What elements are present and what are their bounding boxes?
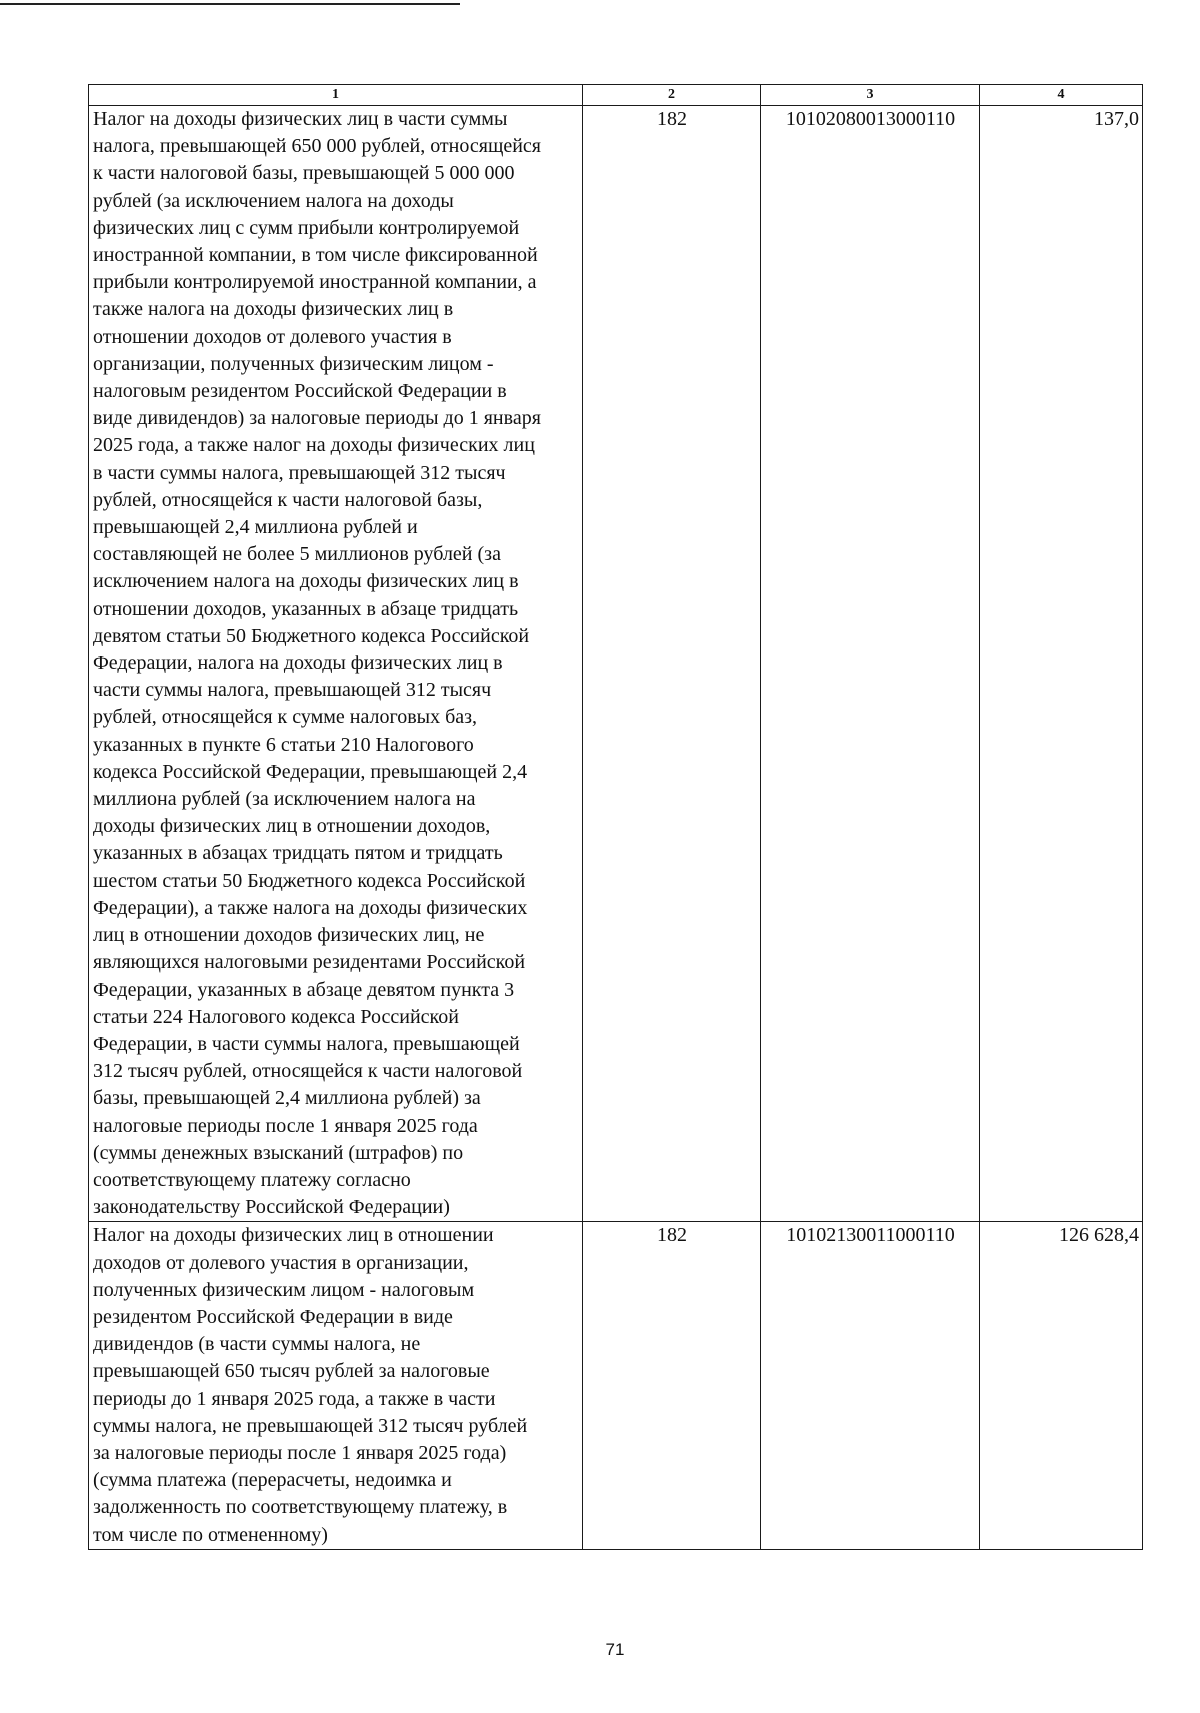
description-line: составляющей не более 5 миллионов рублей (за [93,543,501,566]
description-line: (суммы денежных взысканий (штрафов) по [93,1141,464,1164]
description-line: физических лиц с сумм прибыли контролируемой [93,216,520,239]
description-line: отношении доходов от долевого участия в [93,325,452,348]
description-line: 312 тысяч рублей, относящейся к части налоговой [93,1060,523,1083]
description-line: Федерации), а также налога на доходы физических [93,896,528,919]
description-line: резидентом Российской Федерации в виде [93,1305,453,1328]
header-col-4: 4 [980,85,1143,106]
income-description [89,1222,583,1549]
description-line: миллиона рублей (за исключением налога на [93,788,476,811]
amount: 137,0 [980,106,1143,1222]
income-description [89,106,583,1222]
description-line: доходов от долевого участия в организации, [93,1251,469,1274]
header-col-2: 2 [583,85,761,106]
table-row [89,106,1143,1222]
description-line: законодательству Российской Федерации) [93,1196,450,1219]
description-line: кодекса Российской Федерации, превышающей 2,4 [93,760,528,783]
description-line: том числе по отмененному) [93,1523,328,1546]
description-line: рублей, относящейся к части налоговой базы, [93,488,483,511]
header-col-3: 3 [761,85,980,106]
description-line: Федерации, указанных в абзаце девятом пункта 3 [93,978,515,1001]
header-col-1: 1 [89,85,583,106]
description-line: 2025 года, а также налог на доходы физических лиц [93,434,535,457]
description-line: отношении доходов, указанных в абзаце тридцать [93,597,519,620]
description-line: лиц в отношении доходов физических лиц, не [93,924,485,947]
revenue-table [88,84,1143,1550]
description-line: рублей, относящейся к сумме налоговых баз, [93,706,478,729]
top-rule [0,3,460,5]
description-line: задолженность по соответствующему платежу, в [93,1496,508,1519]
description-line: также налога на доходы физических лиц в [93,298,454,321]
description-line: в части суммы налога, превышающей 312 тысяч [93,461,506,484]
description-line: шестом статьи 50 Бюджетного кодекса Российской [93,869,526,892]
description-line: указанных в пункте 6 статьи 210 Налогового [93,733,474,756]
admin-code: 182 [583,1222,761,1549]
description-line: превышающей 2,4 миллиона рублей и [93,516,418,539]
description-line: дивидендов (в части суммы налога, не [93,1333,421,1356]
description-line: соответствующему платежу согласно [93,1168,411,1191]
admin-code: 182 [583,106,761,1222]
header-row [89,85,1143,106]
description-line: налоговые периоды после 1 января 2025 года [93,1114,478,1137]
description-line: доходы физических лиц в отношении доходов, [93,815,491,838]
description-line: за налоговые периоды после 1 января 2025 года) [93,1441,507,1464]
table-row [89,1222,1143,1549]
description-line: виде дивидендов) за налоговые периоды до 1 января [93,407,541,430]
kbk-code: 10102130011000110 [761,1222,980,1549]
description-line: статьи 224 Налогового кодекса Российской [93,1005,459,1028]
description-line: исключением налога на доходы физических лиц в [93,570,519,593]
description-line: организации, полученных физическим лицом - [93,352,494,375]
description-line: периоды до 1 января 2025 года, а также в части [93,1387,496,1410]
kbk-code: 10102080013000110 [761,106,980,1222]
description-line: Налог на доходы физических лиц в отношении [93,1224,494,1247]
description-line: девятом статьи 50 Бюджетного кодекса Российской [93,624,530,647]
description-line: рублей (за исключением налога на доходы [93,189,454,212]
description-line: базы, превышающей 2,4 миллиона рублей) за [93,1087,481,1110]
description-line: суммы налога, не превышающей 312 тысяч рублей [93,1414,528,1437]
description-line: Федерации, в части суммы налога, превышающей [93,1032,520,1055]
description-line: налоговым резидентом Российской Федерации в [93,380,507,403]
description-line: являющихся налоговыми резидентами Российской [93,951,526,974]
description-line: части суммы налога, превышающей 312 тысяч [93,679,492,702]
description-line: Налог на доходы физических лиц в части суммы [93,108,508,130]
amount: 126 628,4 [980,1222,1143,1549]
description-line: указанных в абзацах тридцать пятом и тридцать [93,842,503,865]
description-line: Федерации, налога на доходы физических лиц в [93,652,503,675]
page-number: 71 [605,1640,625,1659]
description-line: превышающей 650 тысяч рублей за налоговые [93,1360,490,1383]
description-line: полученных физическим лицом - налоговым [93,1278,475,1301]
description-line: налога, превышающей 650 000 рублей, относящейся [93,135,541,158]
description-line: иностранной компании, в том числе фиксированной [93,244,538,267]
description-line: (сумма платежа (перерасчеты, недоимка и [93,1469,452,1492]
description-line: прибыли контролируемой иностранной компании, а [93,271,537,294]
description-line: к части налоговой базы, превышающей 5 000 000 [93,162,515,185]
